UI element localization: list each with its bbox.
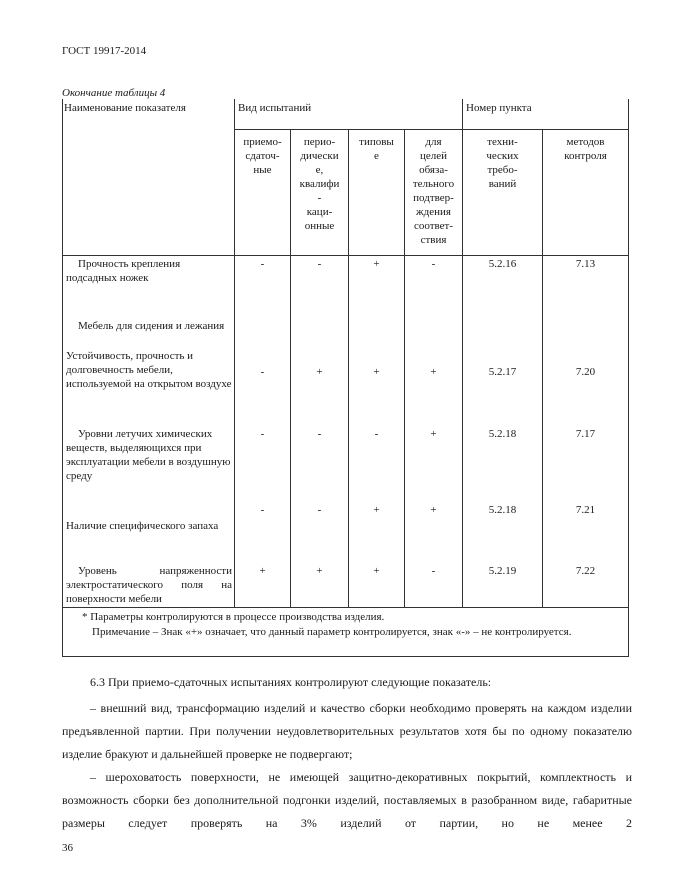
- row-value: -: [317, 504, 322, 516]
- row-value: 5.2.17: [488, 366, 517, 378]
- subheader-type: типовы е: [359, 136, 394, 162]
- row-value: +: [316, 565, 323, 577]
- paragraph-appearance: – внешний вид, трансформацию изделий и качество сборки необходимо проверять на каждом изделии предъявленной партии. При получении неудовлетворительных результатов хотя бы по одному показателю изделие бракуют и дальнейшей проверке не подвергают;: [62, 701, 632, 761]
- row-value: 5.2.19: [488, 565, 517, 577]
- row-name: Прочность крепления подсадных ножек: [66, 258, 181, 284]
- row-value: -: [317, 258, 322, 270]
- document-code: ГОСТ 19917-2014: [62, 45, 147, 57]
- row-value: +: [373, 366, 380, 378]
- row-value: -: [260, 504, 265, 516]
- row-value: 7.20: [575, 366, 596, 378]
- row-value: +: [430, 428, 437, 440]
- rule-h-tests-sub: [234, 129, 629, 130]
- row-value: -: [260, 428, 265, 440]
- subheader-conformity: для целей обяза- тельного подтвер- ждения соответ- ствия: [412, 136, 455, 246]
- row-value: 5.2.18: [488, 504, 517, 516]
- table-caption: Окончание таблицы 4: [62, 87, 166, 99]
- row-value: 5.2.16: [488, 258, 517, 270]
- row-value: -: [431, 258, 436, 270]
- table-4: [62, 99, 629, 657]
- row-value: -: [374, 428, 379, 440]
- row-value: -: [260, 258, 265, 270]
- row-value: +: [373, 565, 380, 577]
- row-value: -: [317, 428, 322, 440]
- rule-v-left: [62, 99, 63, 657]
- row-value: +: [430, 366, 437, 378]
- row-value: 7.22: [575, 565, 596, 577]
- table-remark: Примечание – Знак «+» означает, что данный параметр контролируется, знак «-» – не контролируется.: [92, 626, 572, 638]
- row-value: 7.21: [575, 504, 596, 516]
- rule-v-right: [628, 99, 629, 657]
- row-name: Устойчивость, прочность и долговечность мебели, используемой на открытом воздухе: [66, 350, 232, 390]
- row-value: 7.17: [575, 428, 596, 440]
- row-value: +: [373, 258, 380, 270]
- row-value: 7.13: [575, 258, 596, 270]
- row-name: Наличие специфического запаха: [66, 520, 219, 532]
- paragraph-6-3: 6.3 При приемо-сдаточных испытаниях контролируют следующие показатель:: [90, 675, 492, 689]
- row-name: Уровни летучих химических веществ, выделяющихся при эксплуатации мебели в воздушную среду: [66, 428, 231, 482]
- subheader-methods: методов контроля: [564, 136, 607, 162]
- row-value: -: [431, 565, 436, 577]
- row-name: Уровень напряженности электростатического поля на поверхности мебели: [66, 565, 232, 605]
- row-value: +: [373, 504, 380, 516]
- subheader-tech-req: техни- ческих требо- ваний: [486, 136, 519, 190]
- row-value: 5.2.18: [488, 428, 517, 440]
- table-footnote: * Параметры контролируются в процессе производства изделия.: [82, 611, 385, 623]
- subheader-acceptance: приемо- сдаточ- ные: [243, 136, 282, 176]
- row-value: +: [316, 366, 323, 378]
- rule-h-table-bottom: [62, 607, 629, 608]
- row-value: +: [259, 565, 266, 577]
- paragraph-roughness: – шероховатость поверхности, не имеющей защитно-декоративных покрытий, комплектность и возможность сборки без дополнительной подгонки изделий, поставляемых в разобранном виде, габаритные размеры следует проверять на 3% изделий от партии, но не менее 2: [62, 770, 632, 830]
- header-name: Наименование показателя: [64, 102, 186, 114]
- rule-h-header-bottom: [62, 255, 629, 256]
- header-item-number: Номер пункта: [466, 102, 532, 114]
- rule-h-note-bottom: [62, 656, 629, 657]
- row-value: +: [430, 504, 437, 516]
- page-number: 36: [62, 842, 73, 854]
- section-label: Мебель для сидения и лежания: [78, 320, 225, 332]
- header-test-types: Вид испытаний: [238, 102, 312, 114]
- subheader-periodic: перио- дически е, квалифи - каци- онные: [299, 136, 340, 232]
- row-value: -: [260, 366, 265, 378]
